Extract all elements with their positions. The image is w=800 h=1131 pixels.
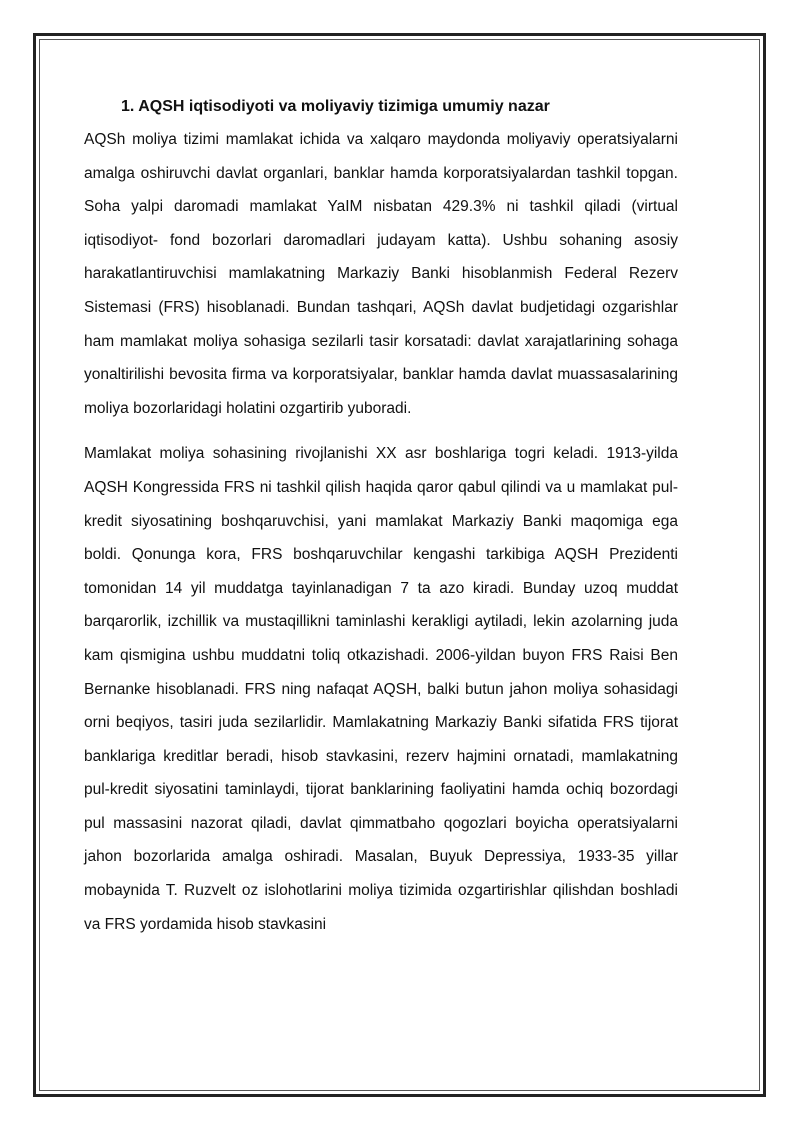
document-body — [84, 95, 678, 941]
paragraph-1: AQSh moliya tizimi mamlakat ichida va xalqaro maydonda moliyaviy operatsiyalarni amalga oshiruvchi davlat organlari, banklar hamda korporatsiyalardan tashkil topgan. Soha yalpi daromadi mamlakat YaIM nisbatan 429.3% ni tashkil qiladi (virtual iqtisodiyot- fond bozorlari daromadlari judayam katta). Ushbu sohaning asosiy harakatlantiruvchisi mamlakatning Markaziy Banki hisoblanmish Federal Rezerv Sistemasi (FRS) hisoblanadi. Bundan tashqari, AQSh davlat budjetidagi ozgarishlar ham mamlakat moliya sohasiga sezilarli tasir korsatadi: davlat xarajatlarining sohaga yonaltirilishi bevosita firma va korporatsiyalar, banklar hamda davlat muassasalarining moliya bozorlaridagi holatini ozgartirib yuboradi. — [84, 131, 678, 417]
paragraph-2: Mamlakat moliya sohasining rivojlanishi XX asr boshlariga togri keladi. 1913-yilda AQSH Kongressida FRS ni tashkil qilish haqida qaror qabul qilindi va u mamlakat pul-kredit siyosatining boshqaruvchisi, yani mamlakat Markaziy Banki maqomiga ega boldi. Qonunga kora, FRS boshqaruvchilar kengashi tarkibiga AQSH Prezidenti tomonidan 14 yil muddatga tayinlanadigan 7 ta azo kiradi. Bunday uzoq muddat barqarorlik, izchillik va mustaqillikni taminlashi kerakligi aytiladi, lekin azolarning juda kam qismigina ushbu muddatni toliq otkazishadi. 2006-yildan buyon FRS Raisi Ben Bernanke hisoblanadi. FRS ning nafaqat AQSH, balki butun jahon moliya sohasidagi orni beqiyos, tasiri juda sezilarlidir. Mamlakatning Markaziy Banki sifatida FRS tijorat banklariga kreditlar beradi, hisob stavkasini, rezerv hajmini ornatadi, mamlakatning pul-kredit siyosatini taminlaydi, tijorat banklarining faoliyatini hamda ochiq bozordagi pul massasini nazorat qiladi, davlat qimmatbaho qogozlari boyicha operatsiyalarni jahon bozorlarida amalga oshiradi. Masalan, Buyuk Depressiya, 1933-35 yillar mobaynida T. Ruzvelt oz islohotlarini moliya tizimida ozgartirishlar qilishdan boshladi va FRS yordamida hisob stavkasini — [84, 445, 678, 933]
section-heading: 1. AQSH iqtisodiyoti va moliyaviy tizimiga umumiy nazar — [121, 98, 550, 115]
